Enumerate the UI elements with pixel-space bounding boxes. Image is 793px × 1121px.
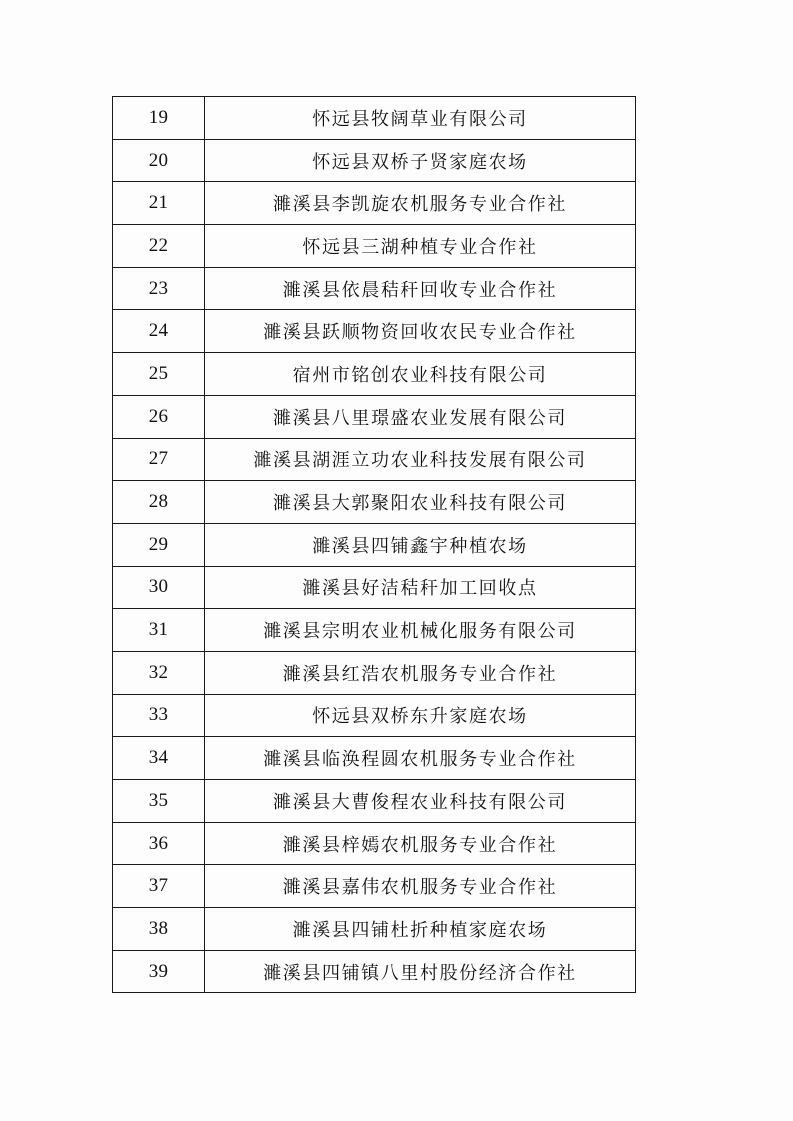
company-name: 怀远县三湖种植专业合作社: [205, 225, 636, 268]
company-name: 濉溪县四铺鑫宇种植农场: [205, 523, 636, 566]
row-number: 27: [113, 438, 205, 481]
row-number: 38: [113, 908, 205, 951]
table-row: [113, 566, 636, 609]
row-number: 29: [113, 523, 205, 566]
table-row: [113, 737, 636, 780]
company-name: 濉溪县依晨秸秆回收专业合作社: [205, 267, 636, 310]
table-row: [113, 651, 636, 694]
table-body: [113, 97, 636, 993]
company-name: 宿州市铭创农业科技有限公司: [205, 353, 636, 396]
company-name: 濉溪县大曹俊程农业科技有限公司: [205, 780, 636, 823]
row-number: 23: [113, 267, 205, 310]
company-name: 濉溪县大郭聚阳农业科技有限公司: [205, 481, 636, 524]
row-number: 39: [113, 950, 205, 993]
company-name: 濉溪县临涣程圆农机服务专业合作社: [205, 737, 636, 780]
table-row: [113, 395, 636, 438]
table-row: [113, 139, 636, 182]
row-number: 22: [113, 225, 205, 268]
row-number: 26: [113, 395, 205, 438]
table-row: [113, 950, 636, 993]
company-name: 濉溪县八里璟盛农业发展有限公司: [205, 395, 636, 438]
row-number: 21: [113, 182, 205, 225]
row-number: 19: [113, 97, 205, 140]
row-number: 20: [113, 139, 205, 182]
company-name: 濉溪县嘉伟农机服务专业合作社: [205, 865, 636, 908]
table-row: [113, 481, 636, 524]
company-name: 濉溪县四铺镇八里村股份经济合作社: [205, 950, 636, 993]
row-number: 25: [113, 353, 205, 396]
row-number: 37: [113, 865, 205, 908]
row-number: 28: [113, 481, 205, 524]
table-row: [113, 438, 636, 481]
row-number: 36: [113, 822, 205, 865]
table-row: [113, 822, 636, 865]
table-row: [113, 523, 636, 566]
company-name: 濉溪县红浩农机服务专业合作社: [205, 651, 636, 694]
table-row: [113, 908, 636, 951]
row-number: 32: [113, 651, 205, 694]
company-name: 濉溪县四铺杜折种植家庭农场: [205, 908, 636, 951]
company-name: 濉溪县李凯旋农机服务专业合作社: [205, 182, 636, 225]
table-row: [113, 609, 636, 652]
table-row: [113, 97, 636, 140]
company-name: 濉溪县好洁秸秆加工回收点: [205, 566, 636, 609]
table-row: [113, 694, 636, 737]
table-row: [113, 353, 636, 396]
row-number: 33: [113, 694, 205, 737]
company-list-table: [112, 96, 636, 993]
row-number: 24: [113, 310, 205, 353]
table-row: [113, 780, 636, 823]
row-number: 30: [113, 566, 205, 609]
table-row: [113, 182, 636, 225]
company-name: 濉溪县梓嫣农机服务专业合作社: [205, 822, 636, 865]
company-name: 濉溪县湖涯立功农业科技发展有限公司: [205, 438, 636, 481]
company-name: 怀远县牧阔草业有限公司: [205, 97, 636, 140]
company-name: 濉溪县跃顺物资回收农民专业合作社: [205, 310, 636, 353]
row-number: 31: [113, 609, 205, 652]
table-row: [113, 225, 636, 268]
table-row: [113, 865, 636, 908]
row-number: 34: [113, 737, 205, 780]
company-name: 怀远县双桥子贤家庭农场: [205, 139, 636, 182]
row-number: 35: [113, 780, 205, 823]
table-row: [113, 267, 636, 310]
table-row: [113, 310, 636, 353]
company-name: 濉溪县宗明农业机械化服务有限公司: [205, 609, 636, 652]
company-name: 怀远县双桥东升家庭农场: [205, 694, 636, 737]
